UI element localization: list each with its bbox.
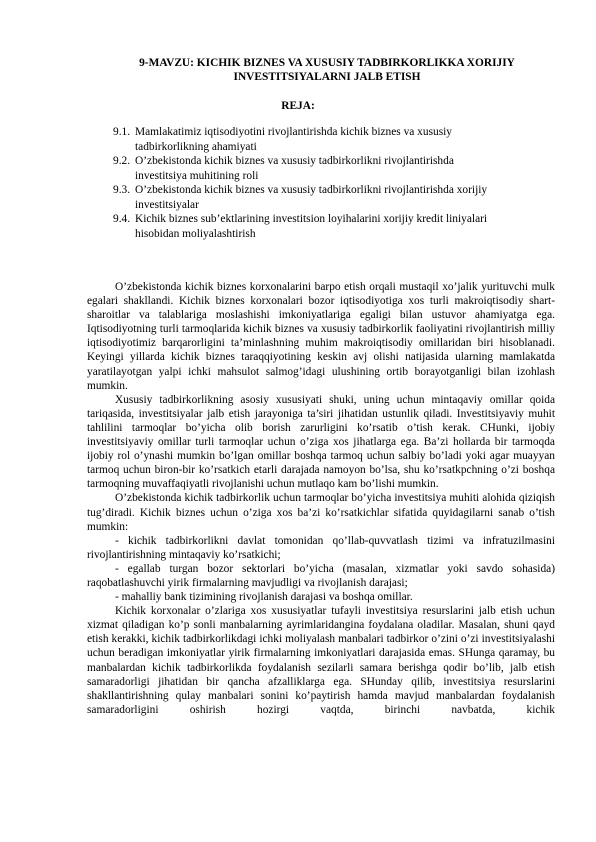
plan-item-text: Kichik biznes sub’ektlarining investitsion loyihalarini xorijiy kredit liniyalari hisobidan moliyalashtirish bbox=[135, 213, 488, 240]
paragraph: Xususiy tadbirkorlikning asosiy xususiyati shuki, uning uchun mintaqaviy omillar qoida tariqasida, investitsiyalar jalb etish jarayoniga ta’siri jihatidan ustunlik qiladi. Investitsiyaviy muhit tahlilini tarmoqlar bo’yicha olib borish zarurligini ko’rsatib o’tish kerak. CHunki, ijobiy investitsiyaviy omillar turli tarmoqlar uchun o’ziga xos jihatlarga ega. Ba’zi hollarda bir tarmoqda ijobiy rol o’ynashi mumkin bo’lgan omillar boshqa tarmoq uchun salbiy bo’ladi yoki agar muayyan tarmoq uchun biron-bir ko’rsatkich etarli darajada namoyon bo’lsa, shu ko’rsatkpchning o’zi boshqa tarmoqning muvaffaqiyatli rivojlanishi uchun mutlaqo kam bo’lishi mumkin. bbox=[87, 393, 555, 491]
list-item: - mahalliy bank tizimining rivojlanish darajasi va boshqa omillar. bbox=[115, 591, 413, 604]
plan-heading: REJA: bbox=[281, 100, 315, 112]
body-text bbox=[87, 280, 555, 717]
plan-item-number: 9.2. bbox=[113, 155, 131, 167]
plan-item bbox=[113, 154, 493, 183]
paragraph: O’zbekistonda kichik tadbirkorlik uchun tarmoqlar bo’yicha investitsiya muhiti alohida qiziqish tug’diradi. Kichik biznes uchun o’ziga xos ba’zi ko’rsatkichlar sifatida quyidagilarni sanab o’tish mumkin: bbox=[87, 492, 555, 533]
plan-item-text: Mamlakatimiz iqtisodiyotini rivojlantirishda kichik biznes va xususiy tadbirkorlikning ahamiyati bbox=[135, 126, 452, 153]
plan-item bbox=[113, 125, 493, 154]
plan-item-number: 9.1. bbox=[113, 126, 131, 138]
page-title: 9-MAVZU: KICHIK BIZNES VA XUSUSIY TADBIRKORLIKKA XORIJIY INVESTITSIYALARNI JALB ETISH bbox=[139, 57, 515, 83]
plan-item-number: 9.4. bbox=[113, 213, 131, 225]
paragraph: Kichik korxonalar o’zlariga xos xususiyatlar tufayli investitsiya resurslarini jalb etish uchun xizmat qiladigan ko’p sonli manbalarning ayrimlaridangina foydalana oladilar. Masalan, shuni qayd etish kerakki, kichik tadbirkorlikdagi ichki moliyalash manbalari tadbirkor o’zini o’zi investitsiyalashi uchun beradigan imkoniyatlar yirik firmalarning imkoniyatlari darajasida emas. SHunga qaramay, bu manbalardan kichik tadbirkorlikda foydalanish sezilarli samara berishga qodir bo’lib, jalb etish samaradorligi jihatidan bir qancha afzalliklarga ega. SHunday qilib, investitsiya resurslarini shakllantirishning qulay manbalari sonini ko’paytirish hamda mavjud manbalardan foydalanish samaradorligini oshirish hozirgi vaqtda, birinchi navbatda, kichik bbox=[87, 605, 555, 716]
paragraph: O’zbekistonda kichik biznes korxonalarini barpo etish orqali mustaqil xo’jalik yurituvchi mulk egalari shakllandi. Kichik biznes korxonalari bozor iqtisodiyotiga xos turli makroiqtisodiy shart-sharoitlar va talablariga moslashishi imkoniyatlariga egaligi bilan ustuvor ahamiyatga ega. Iqtisodiyotning turli tarmoqlarida kichik biznes va xususiy tadbirkorlik faoliyatini rivojlantirish milliy iqtisodiyotimiz barqarorligini ta’minlashning muhim makroiqtisodiy omillaridan biri hisoblanadi. Keyingi yillarda kichik biznes taraqqiyotining keskin avj olishi natijasida ularning mamlakatda yaratilayotgan yalpi ichki mahsulot salmog’idagi ulushining ortib borayotganligi bilan izohlash mumkin. bbox=[87, 281, 555, 392]
plan-item-text: O’zbekistonda kichik biznes va xususiy tadbirkorlikni rivojlantirishda xorijiy investitsiyalar bbox=[135, 184, 488, 211]
plan-item-text: O’zbekistonda kichik biznes va xususiy tadbirkorlikni rivojlantirishda investitsiya muhitining roli bbox=[135, 155, 454, 182]
list-item: - kichik tadbirkorlikni davlat tomonidan qo’llab-quvvatlash tizimi va infratuzilmasini rivojlantirishning mintaqaviy ko’rsatkichi; bbox=[87, 534, 555, 561]
plan-item bbox=[113, 183, 493, 212]
plan-item bbox=[113, 212, 493, 241]
list-item: - egallab turgan bozor sektorlari bo’yicha (masalan, xizmatlar yoki savdo sohasida) raqobatlashuvchi yirik firmalarning mavjudligi va rivojlanish darajasi; bbox=[87, 562, 555, 589]
plan-list bbox=[113, 125, 493, 241]
plan-item-number: 9.3. bbox=[113, 184, 131, 196]
